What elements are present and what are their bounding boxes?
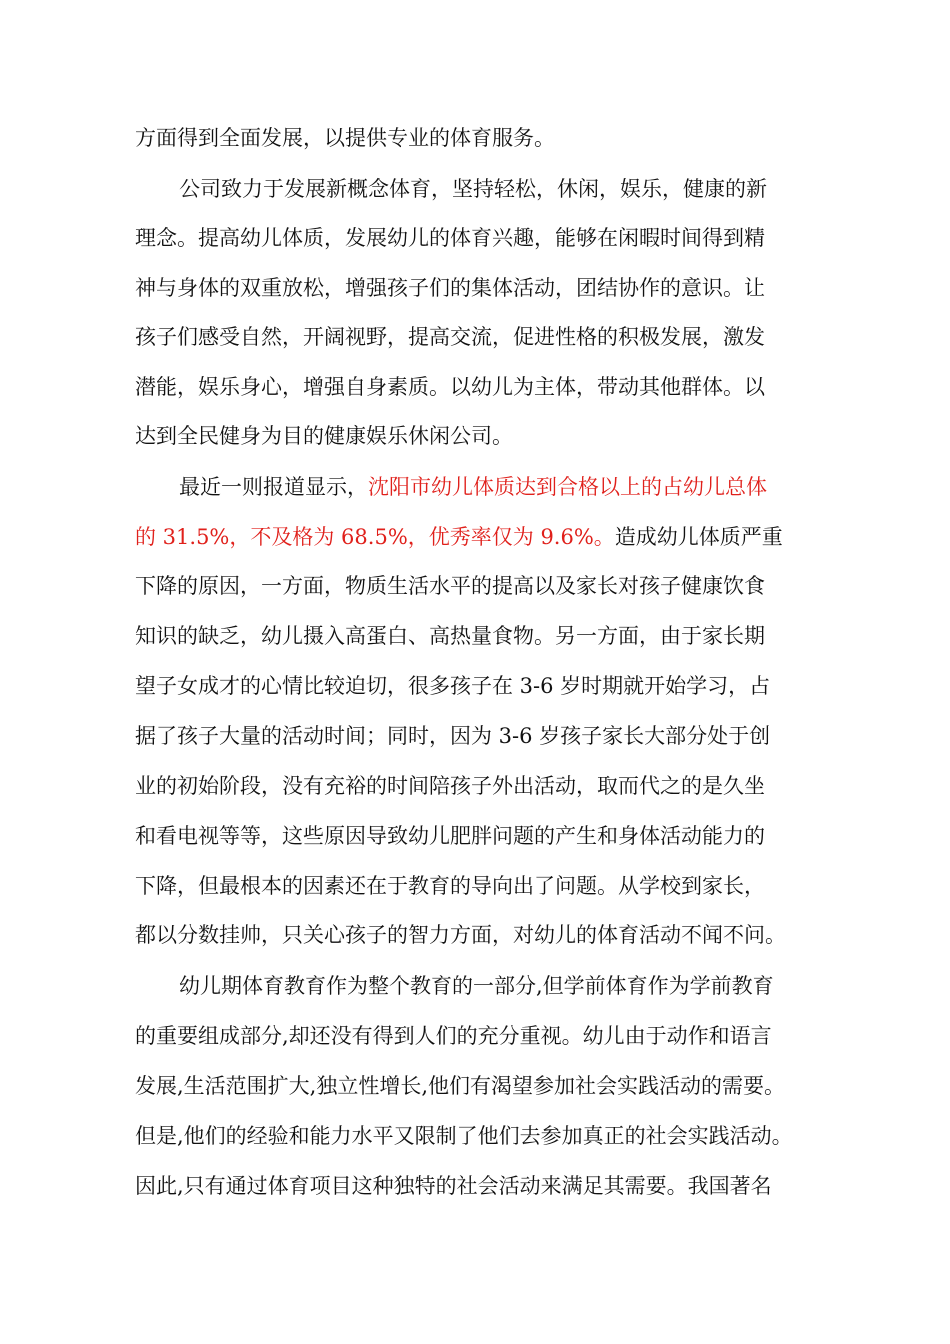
paragraph-1-line-1: 方面得到全面发展，以提供专业的体育服务。 bbox=[135, 126, 555, 150]
highlighted-statistic-text: 沈阳市幼儿体质达到合格以上的占幼儿总体 bbox=[368, 475, 767, 499]
paragraph-3-line-9: 下降，但最根本的因素还在于教育的导向出了问题。从学校到家长， bbox=[135, 874, 765, 898]
paragraph-4-line-4: 但是,他们的经验和能力水平又限制了他们去参加真正的社会实践活动。 bbox=[135, 1124, 793, 1148]
report-intro-text: 最近一则报道显示， bbox=[179, 475, 368, 499]
paragraph-3-line-3: 下降的原因，一方面，物质生活水平的提高以及家长对孩子健康饮食 bbox=[135, 574, 765, 598]
cause-intro-text: 造成幼儿体质严重 bbox=[614, 525, 783, 549]
paragraph-3-line-6: 据了孩子大量的活动时间；同时，因为 3-6 岁孩子家长大部分处于创 bbox=[135, 724, 771, 748]
paragraph-2-line-6: 达到全民健身为目的健康娱乐休闲公司。 bbox=[135, 424, 513, 448]
paragraph-4-line-5: 因此,只有通过体育项目这种独特的社会活动来满足其需要。我国著名 bbox=[135, 1174, 772, 1198]
paragraph-3-line-10: 都以分数挂帅，只关心孩子的智力方面，对幼儿的体育活动不闻不问。 bbox=[135, 923, 786, 947]
paragraph-2-line-5: 潜能，娱乐身心，增强自身素质。以幼儿为主体，带动其他群体。以 bbox=[135, 375, 765, 399]
paragraph-4-line-2: 的重要组成部分,却还没有得到人们的充分重视。幼儿由于动作和语言 bbox=[135, 1024, 772, 1048]
paragraph-3-line-5: 望子女成才的心情比较迫切，很多孩子在 3-6 岁时期就开始学习，占 bbox=[135, 674, 771, 698]
paragraph-3-line-7: 业的初始阶段，没有充裕的时间陪孩子外出活动，取而代之的是久坐 bbox=[135, 774, 765, 798]
paragraph-3-line-2 bbox=[135, 523, 825, 551]
paragraph-4-line-3: 发展,生活范围扩大,独立性增长,他们有渴望参加社会实践活动的需要。 bbox=[135, 1074, 786, 1098]
highlighted-statistic-text: 的 31.5%，不及格为 68.5%，优秀率仅为 9.6%。 bbox=[135, 525, 615, 549]
paragraph-2-line-2: 理念。提高幼儿体质，发展幼儿的体育兴趣，能够在闲暇时间得到精 bbox=[135, 226, 765, 250]
paragraph-3-line-8: 和看电视等等，这些原因导致幼儿肥胖问题的产生和身体活动能力的 bbox=[135, 824, 765, 848]
paragraph-3-line-4: 知识的缺乏，幼儿摄入高蛋白、高热量食物。另一方面，由于家长期 bbox=[135, 624, 765, 648]
paragraph-2-line-3: 神与身体的双重放松，增强孩子们的集体活动，团结协作的意识。让 bbox=[135, 276, 765, 300]
paragraph-2-line-4: 孩子们感受自然，开阔视野，提高交流，促进性格的积极发展，激发 bbox=[135, 325, 765, 349]
paragraph-3-line-1 bbox=[179, 473, 825, 501]
paragraph-4-line-1: 幼儿期体育教育作为整个教育的一部分,但学前体育作为学前教育 bbox=[179, 974, 774, 998]
paragraph-2-line-1: 公司致力于发展新概念体育，坚持轻松，休闲，娱乐，健康的新 bbox=[179, 177, 767, 201]
